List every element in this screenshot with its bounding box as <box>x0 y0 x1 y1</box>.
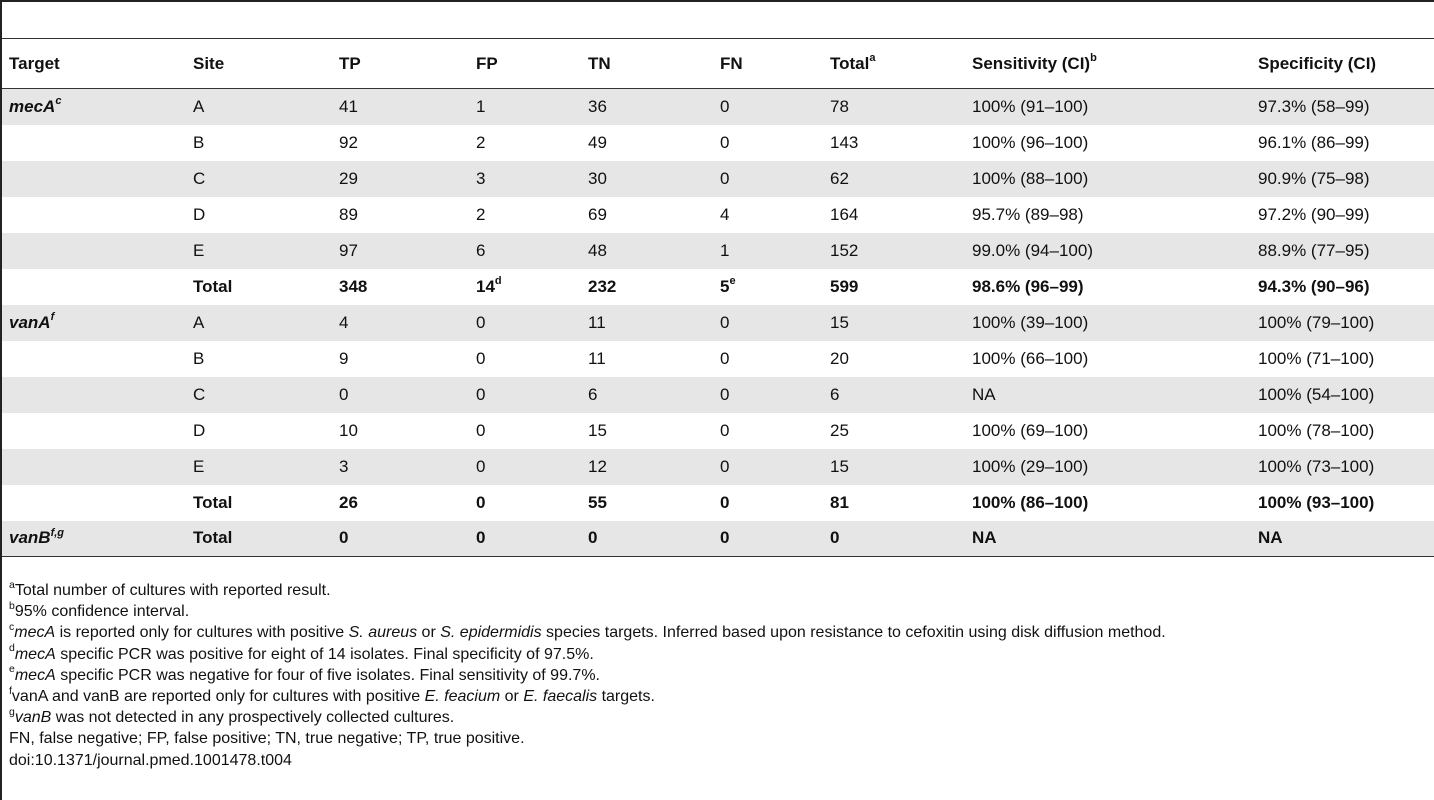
table-row <box>2 413 1434 449</box>
table-row <box>2 161 1434 197</box>
tn-cell: 12 <box>588 456 607 476</box>
table-row <box>2 89 1434 125</box>
total-cell: 81 <box>830 492 849 512</box>
total-cell: 6 <box>830 384 840 404</box>
specificity-cell: 100% (93–100) <box>1258 492 1375 512</box>
header-sensitivity <box>965 39 1251 89</box>
header-fn: FN <box>713 39 823 89</box>
table-row <box>2 305 1434 341</box>
sensitivity-cell: 100% (91–100) <box>972 96 1089 116</box>
tp-cell: 97 <box>339 240 358 260</box>
site-cell: C <box>193 384 206 404</box>
specificity-cell: 100% (73–100) <box>1258 456 1375 476</box>
fp-cell: 0 <box>476 528 486 548</box>
fp-cell: 0 <box>476 456 486 476</box>
footnote-text: or <box>417 624 441 642</box>
specificity-cell: 100% (54–100) <box>1258 384 1375 404</box>
footnote-species: S. epidermidis <box>440 624 542 642</box>
header-tn: TN <box>581 39 713 89</box>
footnote-gene: mecA <box>14 624 56 642</box>
tn-cell: 6 <box>588 384 598 404</box>
tn-cell: 15 <box>588 420 607 440</box>
sensitivity-cell: 100% (39–100) <box>972 312 1089 332</box>
tn-cell: 36 <box>588 96 607 116</box>
target-cell <box>2 485 186 521</box>
site-cell: C <box>193 168 206 188</box>
tp-cell: 89 <box>339 204 358 224</box>
table-row <box>2 197 1434 233</box>
footnote-species: E. feacium <box>424 688 501 706</box>
fp-cell: 6 <box>476 240 486 260</box>
tn-cell: 0 <box>588 528 598 548</box>
specificity-cell: 96.1% (86–99) <box>1258 132 1370 152</box>
table-row <box>2 449 1434 485</box>
table-row <box>2 125 1434 161</box>
fn-cell: 0 <box>720 312 730 332</box>
tn-cell: 48 <box>588 240 607 260</box>
target-cell <box>2 341 186 377</box>
total-cell: 164 <box>830 204 859 224</box>
footnote-species: E. faecalis <box>523 688 598 706</box>
top-border <box>0 0 1434 2</box>
site-cell: D <box>193 420 206 440</box>
target-cell <box>2 413 186 449</box>
table-row-total <box>2 269 1434 305</box>
footnote-a <box>9 580 1166 601</box>
footnote-gene: mecA <box>14 666 56 684</box>
header-specificity: Specificity (CI) <box>1251 39 1434 89</box>
total-cell: 15 <box>830 312 849 332</box>
total-cell: 15 <box>830 456 849 476</box>
tn-cell: 55 <box>588 492 607 512</box>
footnote-text: Total number of cultures with reported result. <box>14 582 331 599</box>
results-table <box>2 38 1434 557</box>
tn-cell: 11 <box>588 312 606 332</box>
footnote-marker: d <box>9 642 15 655</box>
footnote-marker: f <box>9 684 12 697</box>
site-cell: E <box>193 240 205 260</box>
footnote-marker: b <box>9 599 15 612</box>
fn-cell: 0 <box>720 132 730 152</box>
tp-cell: 29 <box>339 168 358 188</box>
fn-cell: 0 <box>720 456 730 476</box>
header-total <box>823 39 965 89</box>
footnote-ref: a <box>869 51 876 64</box>
footnote-ref: d <box>494 274 502 287</box>
footnote-text: was not detected in any prospectively collected cultures. <box>51 709 455 727</box>
specificity-cell: 100% (79–100) <box>1258 312 1375 332</box>
footnote-marker: e <box>9 663 15 676</box>
sensitivity-cell: 99.0% (94–100) <box>972 240 1093 260</box>
tn-cell: 11 <box>588 348 606 368</box>
target-cell <box>2 161 186 197</box>
footnote-gene: mecA <box>14 645 56 663</box>
target-cell <box>2 377 186 413</box>
site-cell: Total <box>193 276 233 296</box>
target-cell <box>2 269 186 305</box>
header-fp: FP <box>469 39 581 89</box>
tp-cell: 26 <box>339 492 358 512</box>
fp-cell: 0 <box>476 312 486 332</box>
header-row <box>2 39 1434 89</box>
table-row <box>2 233 1434 269</box>
table-row <box>2 341 1434 377</box>
site-cell: A <box>193 312 205 332</box>
specificity-cell: NA <box>1258 528 1283 548</box>
footnote-b <box>9 601 1166 622</box>
tp-cell: 4 <box>339 312 349 332</box>
site-cell: E <box>193 456 205 476</box>
footnote-text: is reported only for cultures with positive <box>55 624 349 642</box>
fp-value: 14 <box>476 276 495 296</box>
fn-cell: 4 <box>720 204 730 224</box>
footnote-gene: vanB <box>14 709 52 727</box>
footnote-marker: c <box>9 621 15 634</box>
fn-cell: 0 <box>720 528 730 548</box>
fp-cell: 2 <box>476 132 486 152</box>
footnote-marker: g <box>9 705 15 718</box>
site-cell: Total <box>193 492 233 512</box>
fp-cell: 0 <box>476 384 486 404</box>
doi-link[interactable]: doi:10.1371/journal.pmed.1001478.t004 <box>9 751 292 769</box>
tn-cell: 30 <box>588 168 607 188</box>
site-cell: B <box>193 132 205 152</box>
total-cell: 20 <box>830 348 849 368</box>
fn-cell: 0 <box>720 492 730 512</box>
fp-cell: 2 <box>476 204 486 224</box>
footnote-ref: f <box>50 310 55 323</box>
footnote-ref: e <box>729 274 736 287</box>
footnote-text: 95% confidence interval. <box>14 603 190 621</box>
target-cell <box>2 305 186 341</box>
tp-cell: 3 <box>339 456 349 476</box>
target-cell <box>2 197 186 233</box>
tp-cell: 0 <box>339 528 349 548</box>
fn-cell: 0 <box>720 348 730 368</box>
target-cell <box>2 521 186 557</box>
header-target: Target <box>2 39 186 89</box>
total-cell: 78 <box>830 96 849 116</box>
site-cell: D <box>193 204 206 224</box>
tp-cell: 41 <box>339 96 358 116</box>
sensitivity-cell: 100% (86–100) <box>972 492 1089 512</box>
sensitivity-cell: 100% (29–100) <box>972 456 1089 476</box>
total-cell: 62 <box>830 168 849 188</box>
fp-cell: 1 <box>476 96 486 116</box>
table-row <box>2 377 1434 413</box>
specificity-cell: 94.3% (90–96) <box>1258 276 1370 296</box>
tp-cell: 9 <box>339 348 349 368</box>
table-footnotes <box>9 580 1166 771</box>
specificity-cell: 100% (71–100) <box>1258 348 1375 368</box>
sensitivity-cell: 100% (96–100) <box>972 132 1089 152</box>
target-cell <box>2 89 186 125</box>
footnote-e <box>9 665 1166 686</box>
footnote-text: species targets. Inferred based upon resistance to cefoxitin using disk diffusion method. <box>541 624 1166 642</box>
footnote-species: S. aureus <box>348 624 418 642</box>
fn-cell <box>713 269 823 305</box>
target-gene: mecA <box>9 96 56 116</box>
footnote-f <box>9 686 1166 707</box>
tp-cell: 92 <box>339 132 358 152</box>
fn-value: 5 <box>720 276 730 296</box>
target-gene: vanB <box>9 528 51 548</box>
header-total-label: Total <box>830 53 870 73</box>
footnote-text: or <box>500 688 524 706</box>
target-cell <box>2 233 186 269</box>
sensitivity-cell: NA <box>972 384 996 404</box>
footnote-c <box>9 622 1166 643</box>
footnote-text: specific PCR was positive for eight of 14 isolates. Final specificity of 97.5%. <box>55 645 594 663</box>
fp-cell: 0 <box>476 348 486 368</box>
target-gene: vanA <box>9 312 51 332</box>
site-cell: B <box>193 348 205 368</box>
sensitivity-cell: 100% (88–100) <box>972 168 1089 188</box>
tn-cell: 232 <box>588 276 617 296</box>
table-row-total <box>2 485 1434 521</box>
site-cell: Total <box>193 528 233 548</box>
total-cell: 599 <box>830 276 859 296</box>
footnote-text: specific PCR was negative for four of five isolates. Final sensitivity of 99.7%. <box>55 666 600 684</box>
tp-cell: 348 <box>339 276 368 296</box>
footnote-marker: a <box>9 578 15 591</box>
fp-cell: 3 <box>476 168 486 188</box>
table-row-total <box>2 521 1434 557</box>
header-sensitivity-label: Sensitivity (CI) <box>972 53 1091 73</box>
footnote-g <box>9 707 1166 728</box>
fn-cell: 0 <box>720 168 730 188</box>
footnote-ref: f,g <box>50 526 65 539</box>
total-cell: 143 <box>830 132 859 152</box>
footnote-ref: c <box>55 95 62 108</box>
specificity-cell: 100% (78–100) <box>1258 420 1375 440</box>
header-site: Site <box>186 39 332 89</box>
target-cell <box>2 449 186 485</box>
tp-cell: 0 <box>339 384 349 404</box>
fp-cell: 0 <box>476 492 486 512</box>
fn-cell: 0 <box>720 384 730 404</box>
sensitivity-cell: 100% (66–100) <box>972 348 1089 368</box>
footnote-text: targets. <box>597 688 655 706</box>
fn-cell: 1 <box>720 240 730 260</box>
tp-cell: 10 <box>339 420 358 440</box>
total-cell: 152 <box>830 240 859 260</box>
footnote-text: vanA and vanB are reported only for cultures with positive <box>11 688 425 706</box>
site-cell: A <box>193 96 205 116</box>
footnote-d <box>9 644 1166 665</box>
specificity-cell: 90.9% (75–98) <box>1258 168 1370 188</box>
total-cell: 0 <box>830 528 840 548</box>
footnote-ref: b <box>1090 51 1097 64</box>
tn-cell: 69 <box>588 204 607 224</box>
sensitivity-cell: 98.6% (96–99) <box>972 276 1084 296</box>
sensitivity-cell: NA <box>972 528 997 548</box>
fp-cell <box>469 269 581 305</box>
fn-cell: 0 <box>720 96 730 116</box>
specificity-cell: 97.3% (58–99) <box>1258 96 1370 116</box>
fp-cell: 0 <box>476 420 486 440</box>
target-cell <box>2 125 186 161</box>
specificity-cell: 88.9% (77–95) <box>1258 240 1370 260</box>
specificity-cell: 97.2% (90–99) <box>1258 204 1370 224</box>
total-cell: 25 <box>830 420 849 440</box>
sensitivity-cell: 100% (69–100) <box>972 420 1089 440</box>
footnote-abbreviations: FN, false negative; FP, false positive; TN, true negative; TP, true positive. <box>9 730 525 748</box>
fn-cell: 0 <box>720 420 730 440</box>
header-tp: TP <box>332 39 469 89</box>
tn-cell: 49 <box>588 132 607 152</box>
sensitivity-cell: 95.7% (89–98) <box>972 204 1084 224</box>
